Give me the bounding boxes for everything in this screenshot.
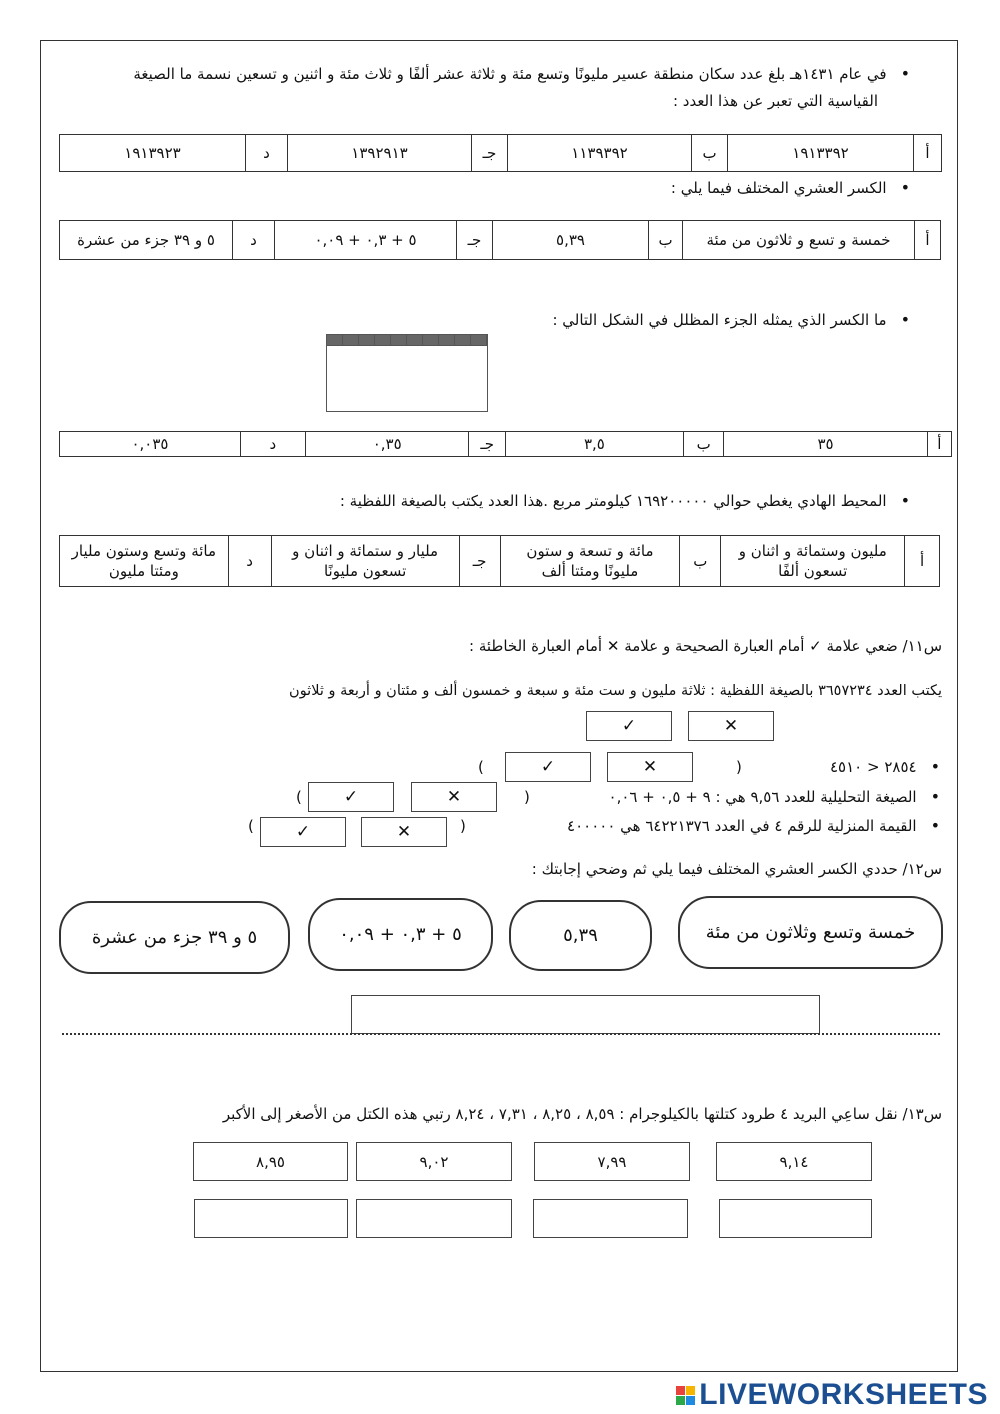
brand-name: LIVEWORKSHEETS — [699, 1378, 988, 1411]
q3-option-b[interactable]: ٣,٥ — [506, 432, 684, 457]
q4-option-b-line2: مليونًا ومئتا ألف — [541, 562, 639, 580]
open-paren: ( — [524, 788, 530, 806]
hundred-grid — [326, 334, 488, 412]
mass-value-2[interactable]: ٧,٩٩ — [534, 1142, 690, 1181]
s2-true-box[interactable] — [505, 752, 591, 782]
q2-option-d[interactable]: ٥ و ٣٩ جزء من عشرة — [60, 221, 233, 260]
q4-option-a[interactable] — [721, 536, 905, 587]
grid-cell — [359, 344, 374, 345]
option-letter: جـ — [459, 536, 500, 587]
order-slot-4[interactable] — [194, 1199, 348, 1238]
q1-option-b[interactable]: ١١٣٩٣٩٢ — [508, 135, 692, 172]
grid-column — [327, 335, 343, 346]
option-letter: أ — [915, 221, 941, 260]
q1-option-c[interactable]: ١٣٩٢٩١٣ — [288, 135, 472, 172]
grid-cell — [391, 344, 406, 345]
s3-false-box[interactable] — [411, 782, 497, 812]
q12-choice-c[interactable]: ٥ + ٠,٣ + ٠,٠٩ — [308, 898, 493, 971]
q2-option-a[interactable]: خمسة و تسع و ثلاثون من مئة — [683, 221, 915, 260]
q12-choice-a[interactable]: خمسة وتسع وثلاثون من مئة — [678, 896, 943, 969]
q1-options-table — [59, 134, 942, 172]
q4-option-a-line1: مليون وستمائة و اثنان و — [738, 542, 887, 560]
q4-option-c[interactable] — [271, 536, 459, 587]
option-letter: جـ — [457, 221, 493, 260]
grid-column — [359, 335, 375, 346]
q4-option-d-line1: مائة وتسع وستون مليار — [71, 542, 217, 560]
option-letter: د — [233, 221, 275, 260]
grid-column — [455, 335, 471, 346]
check-icon: ✓ — [295, 822, 311, 842]
cross-icon: ✕ — [642, 757, 658, 777]
cross-icon: ✕ — [396, 822, 412, 842]
s1-true-box[interactable] — [586, 711, 672, 741]
option-letter: ب — [649, 221, 683, 260]
order-slot-1[interactable] — [719, 1199, 872, 1238]
liveworksheets-logo — [676, 1378, 988, 1412]
grid-column — [407, 335, 423, 346]
grid-column — [343, 335, 359, 346]
grid-cell — [455, 344, 470, 345]
q11-statement-1: يكتب العدد ٣٦٥٧٢٣٤ بالصيغة اللفظية : ثلاثة مليون و ست مئة و سبعة و خمسون ألف و مئتان و أربعة و ثلاثون — [289, 683, 942, 699]
q3-options-table — [59, 431, 952, 457]
q1-text-line1: • في عام ١٤٣١هـ بلغ عدد سكان منطقة عسير مليونًا وتسع مئة و ثلاثة عشر ألفًا و ثلاث مئة و اثنين و تسعين نسمة ما الصيغة — [133, 62, 910, 86]
open-paren: ( — [460, 817, 466, 835]
order-slot-3[interactable] — [356, 1199, 512, 1238]
check-icon: ✓ — [540, 757, 556, 777]
q11-title: س١١/ ضعي علامة ✓ أمام العبارة الصحيحة و علامة ✕ أمام العبارة الخاطئة : — [469, 637, 942, 655]
q4-option-c-line1: مليار و ستمائة و اثنان و — [292, 542, 439, 560]
s3-true-box[interactable] — [308, 782, 394, 812]
grid-cell — [343, 344, 358, 345]
option-letter: جـ — [472, 135, 508, 172]
grid-column — [439, 335, 455, 346]
q11-statement-4: • القيمة المنزلية للرقم ٤ في العدد ٦٤٢٢١٣٧٦ هي ٤٠٠٠٠٠ — [567, 814, 940, 838]
grid-cell — [471, 344, 486, 345]
q11-statement-2: • ٢٨٥٤ < ٤٥١٠ — [830, 755, 940, 779]
option-letter: ب — [680, 536, 721, 587]
mass-value-3[interactable]: ٩,٠٢ — [356, 1142, 512, 1181]
q3-text: • ما الكسر الذي يمثله الجزء المظلل في الشكل التالي : — [552, 308, 910, 332]
mass-value-4[interactable]: ٨,٩٥ — [193, 1142, 348, 1181]
q2-text: • الكسر العشري المختلف فيما يلي : — [671, 176, 910, 200]
q4-text: • المحيط الهادي يغطي حوالي ١٦٩٢٠٠٠٠٠ كيلومتر مربع .هذا العدد يكتب بالصيغة اللفظية : — [340, 489, 910, 513]
q4-option-a-line2: تسعون ألفًا — [778, 562, 848, 580]
q4-option-b[interactable] — [500, 536, 680, 587]
grid-column — [391, 335, 407, 346]
q12-answer-box[interactable] — [351, 995, 820, 1034]
grid-cell — [375, 344, 390, 345]
open-paren: ( — [736, 758, 742, 776]
q1-option-d[interactable]: ١٩١٣٩٢٣ — [60, 135, 246, 172]
mass-value-1[interactable]: ٩,١٤ — [716, 1142, 872, 1181]
q4-option-d-line2: ومئتا مليون — [108, 562, 179, 580]
s1-false-box[interactable] — [688, 711, 774, 741]
q4-option-d[interactable] — [60, 536, 229, 587]
q2-options-table — [59, 220, 941, 260]
q3-option-a[interactable]: ٣٥ — [724, 432, 927, 457]
q12-choice-d[interactable]: ٥ و ٣٩ جزء من عشرة — [59, 901, 290, 974]
q12-choice-b[interactable]: ٥,٣٩ — [509, 900, 652, 971]
cross-icon: ✕ — [446, 787, 462, 807]
grid-cell — [327, 344, 342, 345]
grid-cell — [439, 344, 454, 345]
q3-option-d[interactable]: ٠,٠٣٥ — [60, 432, 241, 457]
check-icon: ✓ — [621, 716, 637, 736]
s4-false-box[interactable] — [361, 817, 447, 847]
option-letter: د — [240, 432, 305, 457]
grid-cell — [423, 344, 438, 345]
q1-option-a[interactable]: ١٩١٣٣٩٢ — [728, 135, 914, 172]
order-slot-2[interactable] — [533, 1199, 688, 1238]
option-letter: د — [228, 536, 271, 587]
option-letter: ب — [692, 135, 728, 172]
option-letter: أ — [905, 536, 940, 587]
s4-true-box[interactable] — [260, 817, 346, 847]
grid-column — [423, 335, 439, 346]
option-letter: جـ — [469, 432, 506, 457]
q2-option-b[interactable]: ٥,٣٩ — [493, 221, 649, 260]
option-letter: أ — [927, 432, 951, 457]
grid-column — [471, 335, 487, 346]
q4-option-b-line1: مائة و تسعة و ستون — [526, 542, 654, 560]
dotted-line — [62, 1033, 940, 1035]
option-letter: ب — [683, 432, 724, 457]
cross-icon: ✕ — [723, 716, 739, 736]
close-paren: ) — [478, 758, 484, 776]
q3-option-c[interactable]: ٠,٣٥ — [305, 432, 469, 457]
q4-option-c-line2: تسعون مليونًا — [323, 562, 407, 580]
q2-option-c[interactable]: ٥ + ٠,٣ + ٠,٠٩ — [275, 221, 457, 260]
s2-false-box[interactable] — [607, 752, 693, 782]
option-letter: د — [246, 135, 288, 172]
option-letter: أ — [914, 135, 942, 172]
q12-title: س١٢/ حددي الكسر العشري المختلف فيما يلي ثم وضحي إجابتك : — [531, 860, 942, 878]
q11-statement-3: • الصيغة التحليلية للعدد ٩,٥٦ هي : ٩ + ٠,٥ + ٠,٠٦ — [609, 785, 940, 809]
close-paren: ) — [248, 817, 254, 835]
check-icon: ✓ — [343, 787, 359, 807]
q1-text-line2: القياسية التي تعبر عن هذا العدد : — [672, 92, 878, 110]
q4-options-table — [59, 535, 940, 587]
grid-cell — [407, 344, 422, 345]
grid-column — [375, 335, 391, 346]
logo-squares-icon — [676, 1386, 695, 1405]
q13-title: س١٣/ نقل ساعِي البريد ٤ طرود كتلتها بالكيلوجرام : ٨,٥٩ ، ٨,٢٥ ، ٧,٣١ ، ٨,٢٤ رتبي هذه الكتل من الأصغر إلى الأكبر — [222, 1105, 942, 1123]
close-paren: ) — [296, 788, 302, 806]
